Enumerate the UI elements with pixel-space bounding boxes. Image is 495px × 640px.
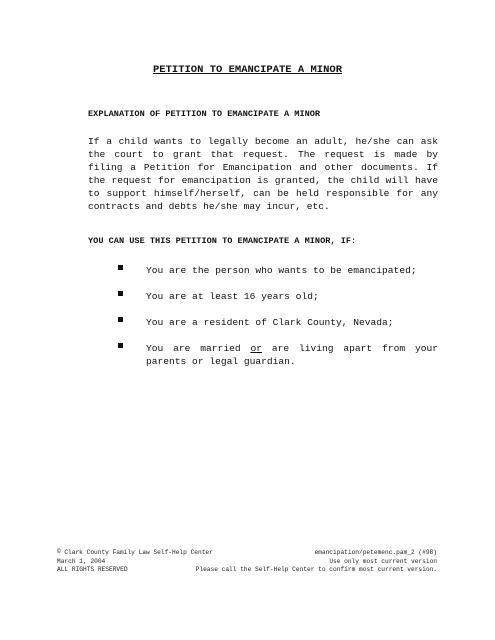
bullet-icon xyxy=(118,265,123,270)
footer-file-ref: emancipation/petemenc.pam_2 (#98) xyxy=(314,549,437,556)
explanation-paragraph: If a child wants to legally become an adult, he/she can ask the court to grant that request. The request is made by filing a Petition for Emancipation and other documents. If the request for emancipation is granted, the child will have to support himself/herself, can be held responsible for any contracts and debts he/she may incur, etc. xyxy=(88,136,438,212)
bullet-icon xyxy=(118,317,123,322)
page-title: PETITION TO EMANCIPATE A MINOR xyxy=(152,64,343,76)
footer-row xyxy=(57,549,437,558)
footer-row xyxy=(57,558,437,567)
list-item-text: You are a resident of Clark County, Nevada; xyxy=(146,317,394,328)
eligibility-heading: YOU CAN USE THIS PETITION TO EMANCIPATE A MINOR, IF: xyxy=(88,236,357,246)
page-footer xyxy=(57,549,437,575)
footer-rights: ALL RIGHTS RESERVED xyxy=(57,566,128,574)
footer-org-name: Clark County Family Law Self-Help Center xyxy=(60,549,213,556)
underlined-word: or xyxy=(250,343,262,354)
list-item-text-part: You are married xyxy=(146,343,251,354)
list-item-text xyxy=(146,342,438,368)
list-item-text: You are the person who wants to be emancipated; xyxy=(146,265,417,276)
bullet-icon xyxy=(118,343,123,348)
copyright-icon: © xyxy=(57,548,61,555)
footer-date: March 1, 2004 xyxy=(57,557,106,565)
footer-call-note: Please call the Self-Help Center to confirm most current version. xyxy=(195,566,437,574)
explanation-heading: EXPLANATION OF PETITION TO EMANCIPATE A MINOR xyxy=(88,109,321,119)
footer-org xyxy=(57,549,213,558)
footer-row xyxy=(57,566,437,575)
list-item-text-part: are living apart from your parents or legal guardian. xyxy=(146,343,438,367)
bullet-icon xyxy=(118,291,123,296)
list-item-text: You are at least 16 years old; xyxy=(146,291,319,302)
footer-version-note: Use only most current version xyxy=(329,557,437,565)
